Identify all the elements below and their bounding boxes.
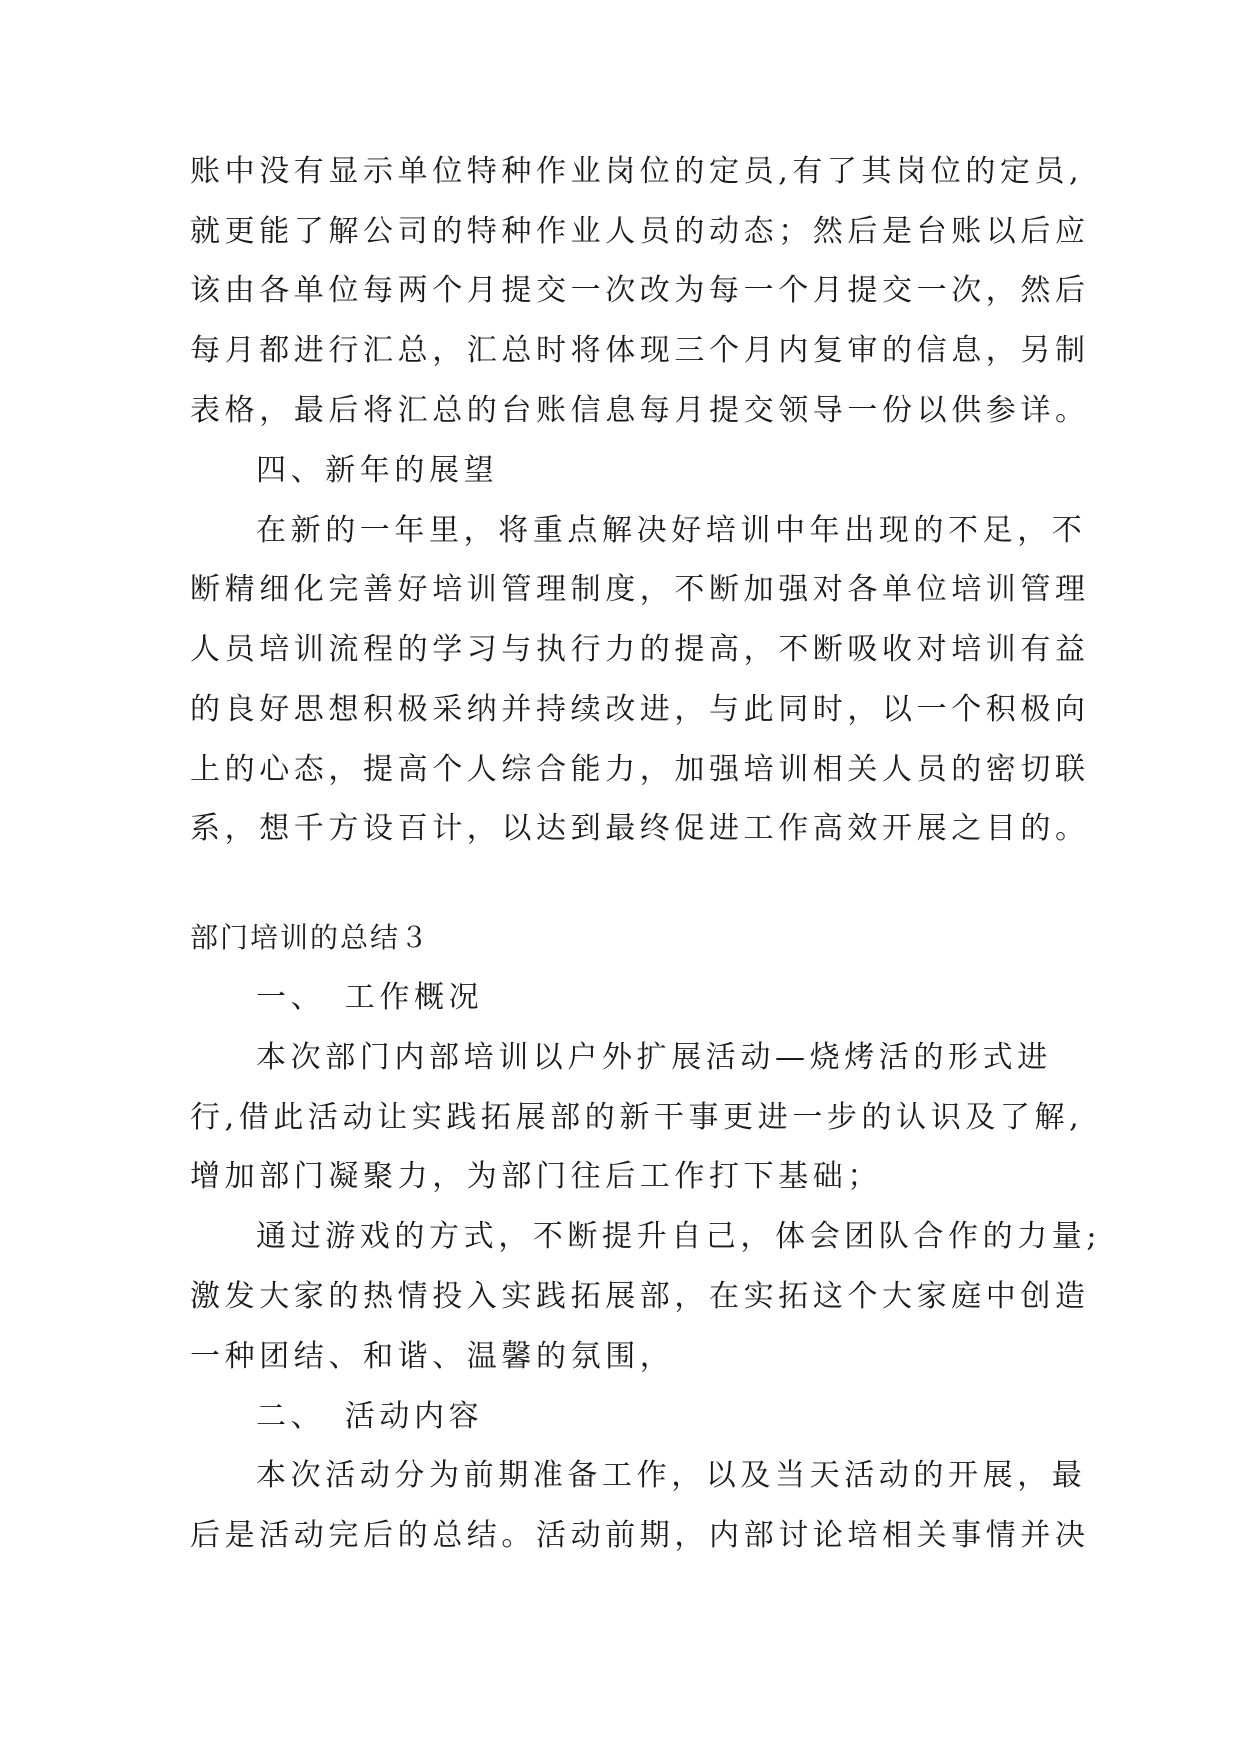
paragraph-line: 后是活动完后的总结。活动前期，内部讨论培相关事情并决 [190, 1518, 1090, 1553]
section-heading: 四、新年的展望 [256, 453, 499, 488]
paragraph-line: 就更能了解公司的特种作业人员的动态；然后是台账以后应 [190, 214, 1090, 249]
paragraph-line: 断精细化完善好培训管理制度，不断加强对各单位培训管理 [190, 572, 1090, 607]
paragraph-line: 一种团结、和谐、温馨的氛围， [190, 1339, 675, 1374]
paragraph-line: 上的心态，提高个人综合能力，加强培训相关人员的密切联 [190, 752, 1090, 787]
paragraph-line: 本次活动分为前期准备工作，以及当天活动的开展，最 [256, 1458, 1087, 1493]
section-heading: 二、 活动内容 [256, 1399, 484, 1434]
paragraph-line: 人员培训流程的学习与执行力的提高，不断吸收对培训有益 [190, 632, 1090, 667]
paragraph-line: 账中没有显示单位特种作业岗位的定员,有了其岗位的定员, [190, 154, 1084, 189]
paragraph-line: 本次部门内部培训以户外扩展活动—烧烤活的形式进 [256, 1040, 1052, 1075]
paragraph-line: 表格，最后将汇总的台账信息每月提交领导一份以供参详。 [190, 393, 1090, 428]
paragraph-line: 在新的一年里，将重点解决好培训中年出现的不足，不 [256, 513, 1087, 548]
paragraph-line: 的良好思想积极采纳并持续改进，与此同时，以一个积极向 [190, 692, 1090, 727]
document-title: 部门培训的总结３ [190, 921, 431, 954]
paragraph-line: 增加部门凝聚力，为部门往后工作打下基础； [190, 1159, 882, 1194]
paragraph-line: 系，想千方设百计，以达到最终促进工作高效开展之目的。 [190, 811, 1090, 846]
paragraph-line: 通过游戏的方式，不断提升自己，体会团队合作的力量; [256, 1219, 1102, 1254]
paragraph-line: 激发大家的热情投入实践拓展部，在实拓这个大家庭中创造 [190, 1279, 1090, 1314]
paragraph-line: 该由各单位每两个月提交一次改为每一个月提交一次，然后 [190, 273, 1090, 308]
paragraph-line: 行,借此活动让实践拓展部的新干事更进一步的认识及了解, [190, 1100, 1084, 1135]
section-heading: 一、 工作概况 [256, 980, 484, 1015]
paragraph-line: 每月都进行汇总，汇总时将体现三个月内复审的信息，另制 [190, 333, 1090, 368]
